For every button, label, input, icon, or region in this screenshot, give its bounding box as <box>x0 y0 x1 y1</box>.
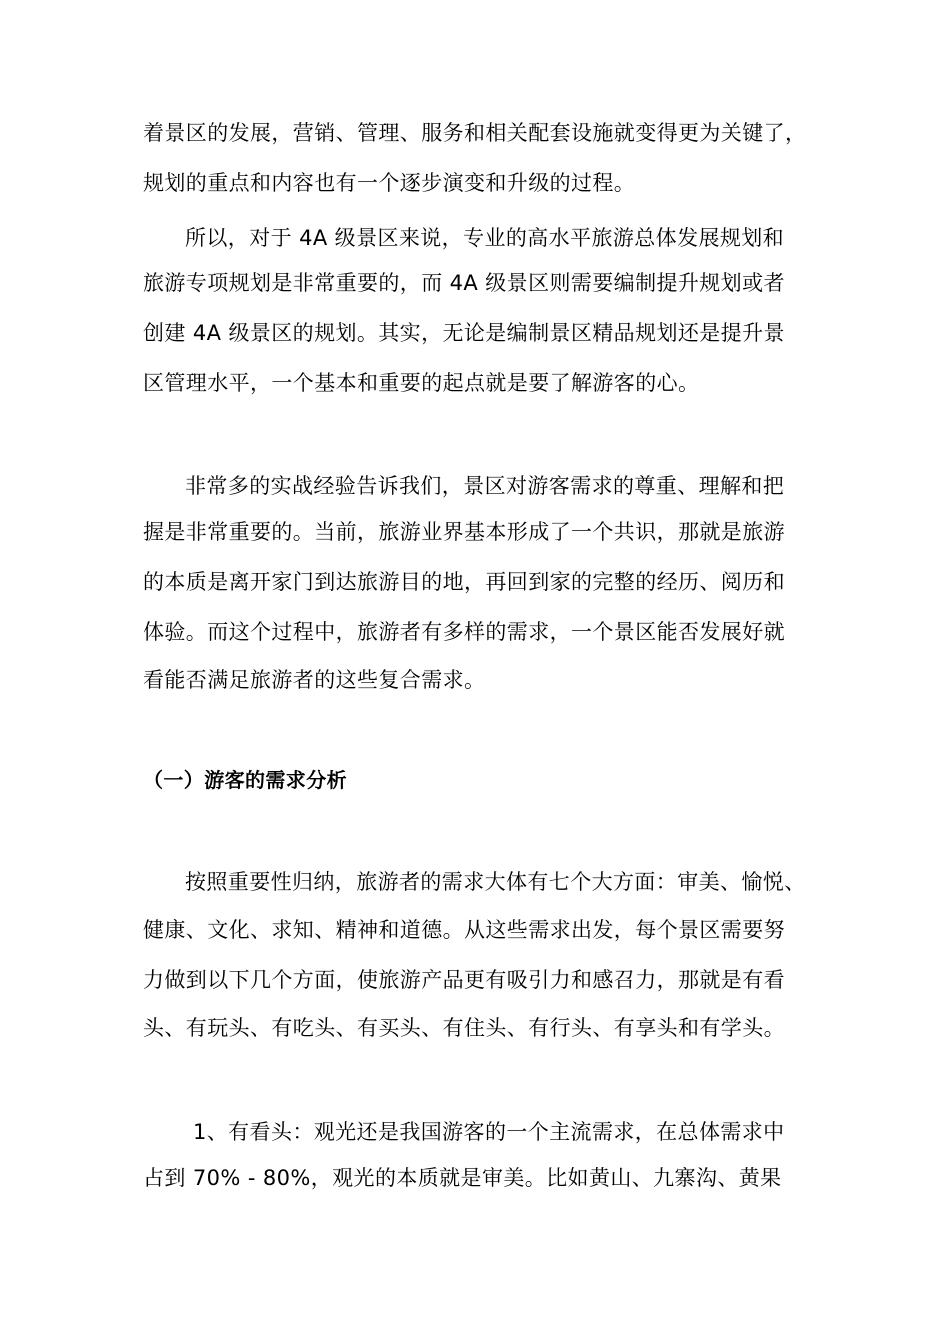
paragraph-4-line-3: 力做到以下几个方面，使旅游产品更有吸引力和感召力，那就是有看 <box>143 968 785 992</box>
paragraph-3-line-2: 握是非常重要的。当前，旅游业界基本形成了一个共识，那就是旅游 <box>143 520 785 544</box>
paragraph-3-line-1: 非常多的实战经验告诉我们，景区对游客需求的尊重、理解和把 <box>185 474 785 498</box>
paragraph-4-line-2: 健康、文化、求知、精神和道德。从这些需求出发，每个景区需要努 <box>143 918 785 942</box>
paragraph-4-line-1: 按照重要性归纳，旅游者的需求大体有七个大方面：审美、愉悦、 <box>185 870 806 894</box>
paragraph-1-line-2: 规划的重点和内容也有一个逐步演变和升级的过程。 <box>143 171 636 195</box>
paragraph-3-line-4: 体验。而这个过程中，旅游者有多样的需求，一个景区能否发展好就 <box>143 620 785 644</box>
paragraph-3-line-5: 看能否满足旅游者的这些复合需求。 <box>143 668 486 692</box>
paragraph-4-line-4: 头、有玩头、有吃头、有买头、有住头、有行头、有享头和有学头。 <box>143 1016 785 1040</box>
paragraph-2-line-1: 所以，对于 4A 级景区来说，专业的高水平旅游总体发展规划和 <box>185 226 785 250</box>
paragraph-2-line-4: 区管理水平，一个基本和重要的起点就是要了解游客的心。 <box>143 371 700 395</box>
section-heading: （一）游客的需求分析 <box>143 768 347 792</box>
paragraph-3-line-3: 的本质是离开家门到达旅游目的地，再回到家的完整的经历、阅历和 <box>143 570 785 594</box>
paragraph-5-line-2: 占到 70% - 80%，观光的本质就是审美。比如黄山、九寨沟、黄果 <box>143 1166 782 1190</box>
paragraph-2-line-2: 旅游专项规划是非常重要的，而 4A 级景区则需要编制提升规划或者 <box>143 271 785 295</box>
paragraph-2-line-3: 创建 4A 级景区的规划。其实，无论是编制景区精品规划还是提升景 <box>143 321 785 345</box>
paragraph-1-line-1: 着景区的发展，营销、管理、服务和相关配套设施就变得更为关键了， <box>143 121 807 145</box>
paragraph-5-line-1: 1、有看头：观光还是我国游客的一个主流需求，在总体需求中 <box>193 1120 785 1144</box>
